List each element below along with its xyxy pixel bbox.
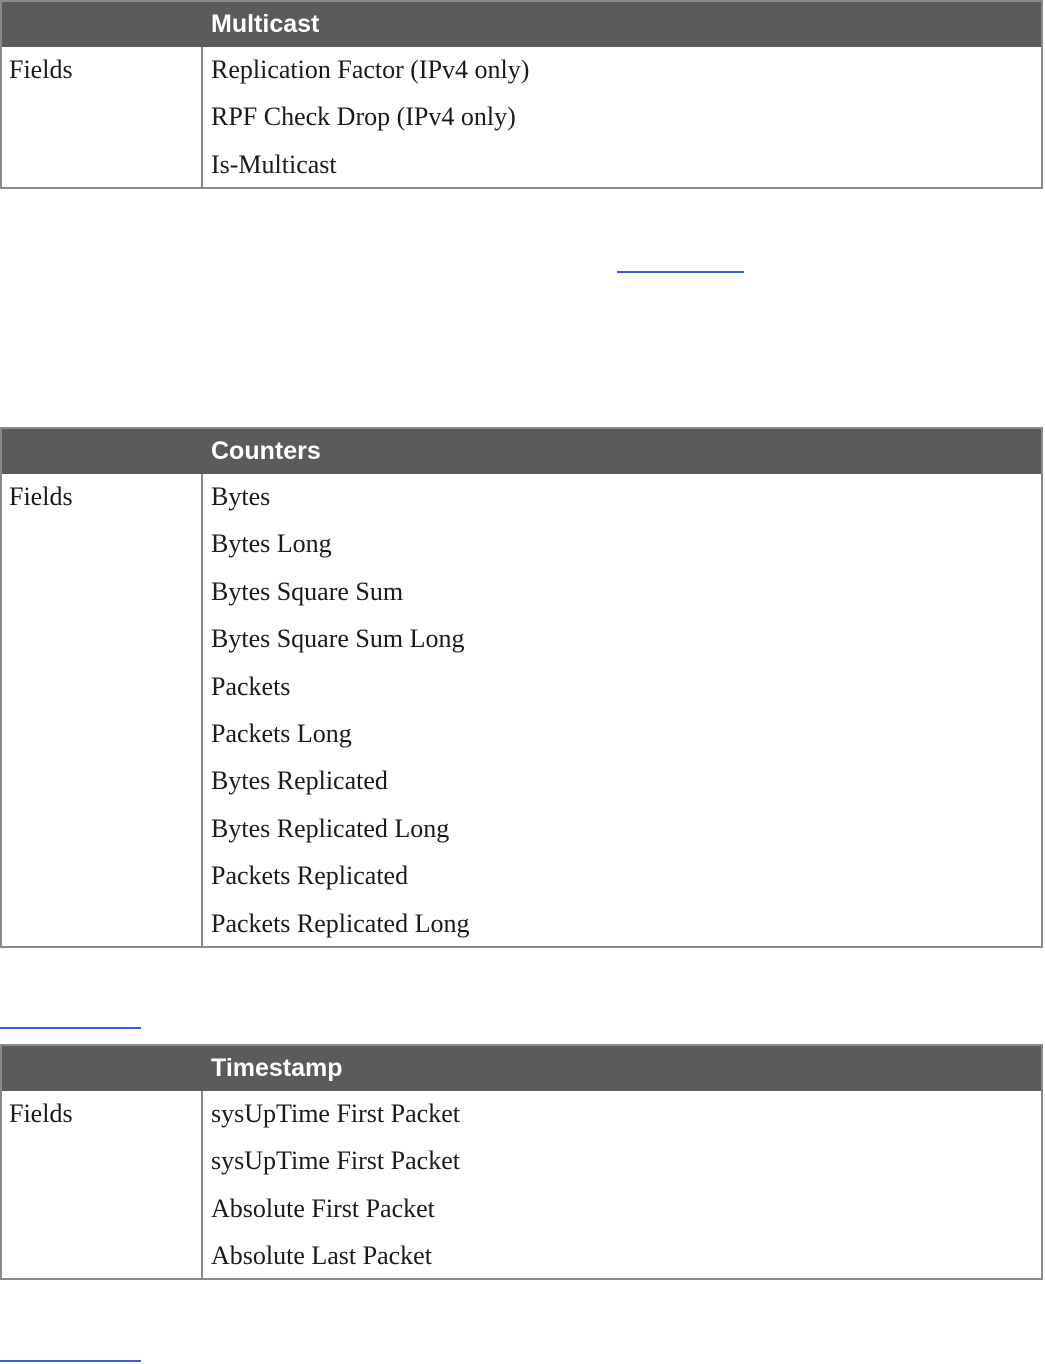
field-item: Packets Replicated Long [211,908,470,938]
counters-table [0,427,1043,948]
field-item: Bytes Square Sum [211,576,404,606]
field-item: Bytes Long [211,529,332,559]
field-item: Bytes Square Sum Long [211,624,465,654]
timestamp-table [0,1044,1043,1280]
row-label: Fields [2,1091,203,1278]
field-list [203,1091,1041,1278]
field-item: RPF Check Drop (IPv4 only) [211,102,516,132]
table-header [2,429,1041,474]
row-label: Fields [2,474,203,946]
table-title: Timestamp [211,1054,343,1082]
table-body [2,1091,1041,1278]
field-item: Packets Replicated [211,861,409,891]
header-spacer [2,1046,203,1091]
field-item: Absolute First Packet [211,1193,435,1223]
field-list [203,47,1041,187]
table-body [2,474,1041,946]
field-item: Absolute Last Packet [211,1241,432,1271]
multicast-table [0,0,1043,189]
table-title: Multicast [211,10,320,38]
reference-link[interactable] [0,1360,141,1362]
field-item: Bytes [211,482,271,511]
field-item: Packets [211,671,291,701]
field-item: Bytes Replicated Long [211,813,450,843]
table-body [2,47,1041,187]
field-item: sysUpTime First Packet [211,1099,460,1128]
field-item: Replication Factor (IPv4 only) [211,55,530,84]
row-label: Fields [2,47,203,187]
field-item: sysUpTime First Packet [211,1146,460,1176]
header-spacer [2,2,203,47]
field-item: Is-Multicast [211,149,337,179]
reference-link[interactable] [0,1027,141,1029]
header-spacer [2,429,203,474]
table-header [2,2,1041,47]
field-item: Bytes Replicated [211,766,388,796]
reference-link[interactable] [617,271,744,273]
table-title: Counters [211,437,321,465]
field-list [203,474,1041,946]
field-item: Packets Long [211,718,352,748]
table-header [2,1046,1041,1091]
